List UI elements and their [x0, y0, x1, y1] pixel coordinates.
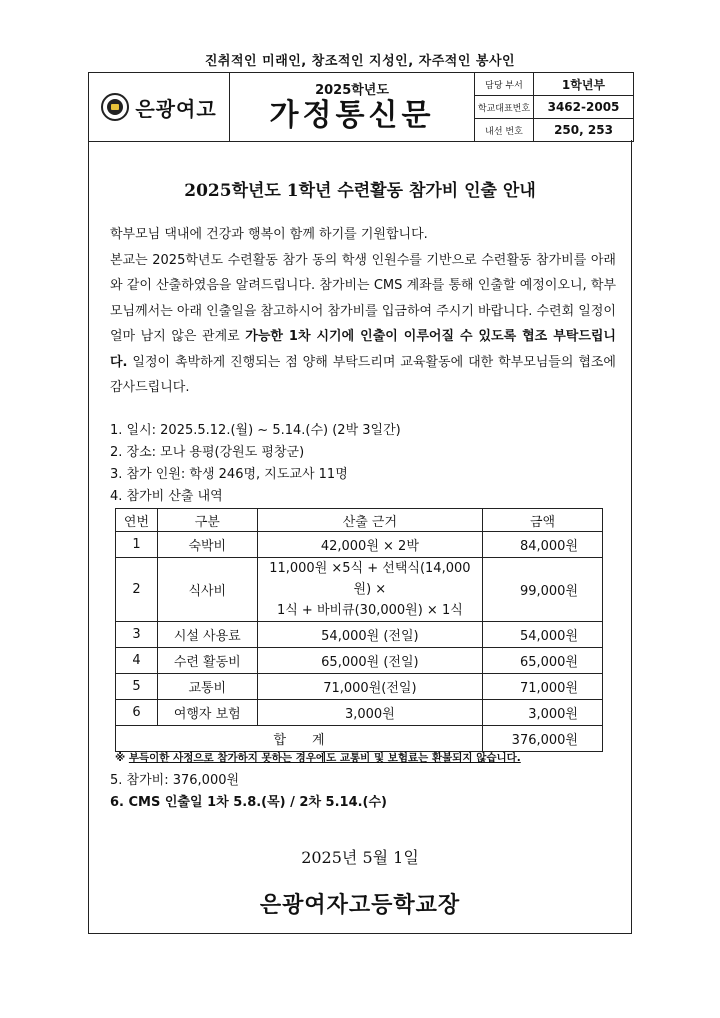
greeting: 학부모님 댁내에 건강과 행복이 함께 하기를 기원합니다. — [110, 227, 428, 242]
school-name: 은광여고 — [135, 96, 217, 121]
school-logo-cell — [89, 73, 230, 141]
cell-category: 숙박비 — [157, 532, 257, 558]
total-label: 합 계 — [116, 726, 483, 752]
cell-no: 4 — [116, 648, 158, 674]
cell-category: 식사비 — [157, 558, 257, 622]
cell-amount: 84,000원 — [483, 532, 603, 558]
info-row — [475, 96, 633, 119]
table-row — [116, 558, 603, 622]
letter-header — [88, 72, 634, 142]
cell-amount: 99,000원 — [483, 558, 603, 622]
cell-basis: 65,000원 (전일) — [257, 648, 482, 674]
table-header-row — [116, 509, 603, 532]
cell-no: 6 — [116, 700, 158, 726]
col-header-no: 연번 — [116, 509, 158, 532]
info-list-2 — [110, 770, 387, 814]
col-header-category: 구분 — [157, 509, 257, 532]
cell-basis: 42,000원 × 2박 — [257, 532, 482, 558]
list-item: 3. 참가 인원: 학생 246명, 지도교사 11명 — [110, 467, 348, 482]
col-header-basis: 산출 근거 — [257, 509, 482, 532]
cell-category: 교통비 — [157, 674, 257, 700]
cell-basis-line1: 11,000원 ×5식 + 선택식(14,000원) × — [269, 561, 471, 597]
school-seal-icon — [101, 93, 129, 121]
info-row — [475, 73, 633, 96]
info-key: 학교대표번호 — [475, 96, 534, 119]
school-motto: 진취적인 미래인, 창조적인 지성인, 자주적인 봉사인 — [204, 54, 516, 69]
body-text — [110, 222, 616, 401]
total-amount: 376,000원 — [483, 726, 603, 752]
table-row — [116, 648, 603, 674]
cell-amount: 3,000원 — [483, 700, 603, 726]
body-part2: 일정이 촉박하게 진행되는 점 양해 부탁드리며 교육활동에 대한 학부모님들의 협조에 감사드립니다. — [110, 354, 616, 395]
list-item: 5. 참가비: 376,000원 — [110, 773, 240, 788]
cell-amount: 54,000원 — [483, 622, 603, 648]
table-row — [116, 674, 603, 700]
list-item: 4. 참가비 산출 내역 — [110, 489, 223, 504]
info-value: 3462-2005 — [534, 96, 634, 119]
list-item: 1. 일시: 2025.5.12.(월) ~ 5.14.(수) (2박 3일간) — [110, 423, 401, 438]
contact-info-table — [475, 73, 633, 141]
info-value: 250, 253 — [554, 123, 613, 137]
cell-no: 1 — [116, 532, 158, 558]
cost-table — [115, 508, 603, 752]
issue-date: 2025년 5월 1일 — [301, 848, 419, 867]
table-row — [116, 622, 603, 648]
col-header-amount: 금액 — [483, 509, 603, 532]
cell-basis-line2: 1식 + 바비큐(30,000원) × 1식 — [276, 603, 463, 618]
refund-note — [115, 750, 521, 765]
list-item: 6. CMS 인출일 1차 5.8.(목) / 2차 5.14.(수) — [110, 795, 387, 810]
info-list — [110, 420, 616, 508]
cell-basis: 71,000원(전일) — [257, 674, 482, 700]
document-title: 2025학년도 1학년 수련활동 참가비 인출 안내 — [184, 181, 536, 201]
page-title: 가정통신문 — [269, 98, 435, 133]
table-row — [116, 532, 603, 558]
info-row — [475, 119, 633, 142]
info-value: 1학년부 — [534, 73, 634, 96]
note-mark: ※ — [115, 752, 129, 764]
info-key: 내선 번호 — [475, 119, 534, 142]
principal-signature: 은광여자고등학교장 — [259, 893, 461, 918]
cell-no: 5 — [116, 674, 158, 700]
cell-basis: 3,000원 — [257, 700, 482, 726]
table-total-row — [116, 726, 603, 752]
cell-no: 2 — [116, 558, 158, 622]
body-part1: 본교는 2025학년도 수련활동 참가 동의 학생 인원수를 기반으로 수련활동 참가비를 아래와 같이 산출하였음을 알려드립니다. 참가비는 CMS 계좌를 통해 인출할 예정이오니, 학부모님께서는 아래 인출일을 참고하시어 참가비를 입금하여 주시기 바랍니다. 수련회 일정이 얼마 남지 않은 관계로 — [110, 252, 616, 344]
cell-no: 3 — [116, 622, 158, 648]
body-bold-request: 가능한 1차 시기에 인출이 이루어질 수 있도록 협조 부탁드립니다. — [110, 329, 616, 370]
cell-category: 수련 활동비 — [157, 648, 257, 674]
list-item: 2. 장소: 모나 용평(강원도 평창군) — [110, 445, 305, 460]
cell-basis — [257, 558, 482, 622]
info-key: 담당 부서 — [475, 73, 534, 96]
cell-category: 시설 사용료 — [157, 622, 257, 648]
title-cell — [230, 73, 475, 141]
body-paragraph — [110, 248, 616, 401]
note-text: 부득이한 사정으로 참가하지 못하는 경우에도 교통비 및 보험료는 환불되지 않습니다. — [128, 752, 521, 764]
table-row — [116, 700, 603, 726]
cell-amount: 71,000원 — [483, 674, 603, 700]
cell-basis: 54,000원 (전일) — [257, 622, 482, 648]
cell-amount: 65,000원 — [483, 648, 603, 674]
title-year: 2025학년도 — [315, 83, 389, 98]
cell-category: 여행자 보험 — [157, 700, 257, 726]
